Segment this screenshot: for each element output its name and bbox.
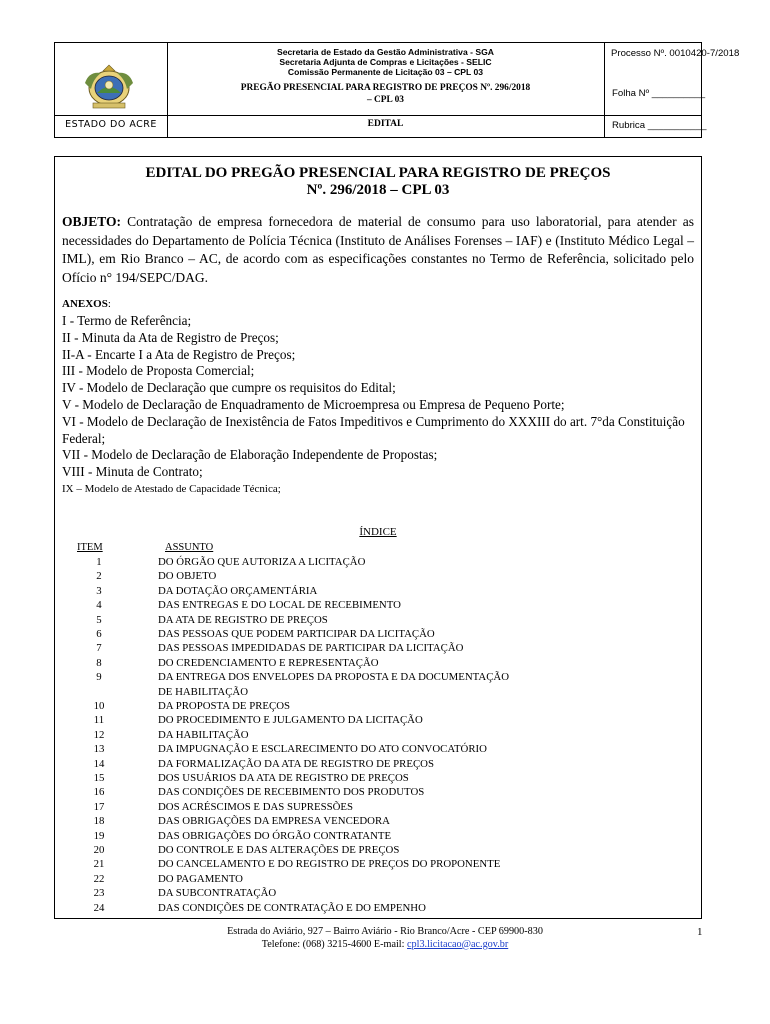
indice-row [55, 815, 695, 830]
indice-item-subject: DA IMPUGNAÇÃO E ESCLARECIMENTO DO ATO CONVOCATÓRIO [158, 743, 487, 756]
indice-item-subject: DAS CONDIÇÕES DE CONTRATAÇÃO E DO EMPENHO [158, 901, 426, 914]
anexo-item: IX – Modelo de Atestado de Capacidade Técnica; [62, 482, 281, 495]
indice-row [55, 758, 695, 773]
indice-item-subject: DOS ACRÉSCIMOS E DAS SUPRESSÕES [158, 800, 354, 813]
edital-body-box [54, 156, 702, 919]
indice-row [55, 772, 695, 787]
indice-item-number: 18 [93, 815, 105, 828]
indice-title: ÍNDICE [359, 526, 397, 538]
page-number: 1 [697, 926, 703, 938]
pregao-header-line1: PREGÃO PRESENCIAL PARA REGISTRO DE PREÇOS Nº. 296/2018 [240, 83, 531, 93]
process-number: Processo Nº. 0010420-7/2018 [611, 48, 740, 59]
footer-contact [0, 939, 770, 952]
indice-row [55, 786, 695, 801]
indice-item-subject: DO OBJETO [158, 570, 217, 583]
indice-item-number: 7 [96, 642, 102, 655]
anexo-item: II - Minuta da Ata de Registro de Preços; [62, 329, 279, 345]
indice-item-number: 22 [93, 872, 105, 885]
anexo-item: VIII - Minuta de Contrato; [62, 464, 203, 480]
indice-row [55, 585, 695, 600]
indice-col-item: ITEM [77, 542, 103, 553]
indice-row [55, 801, 695, 816]
indice-row [55, 700, 695, 715]
indice-item-subject: DO ÓRGÃO QUE AUTORIZA A LICITAÇÃO [158, 556, 366, 568]
indice-item-subject: DO PROCEDIMENTO E JULGAMENTO DA LICITAÇÃO [158, 714, 423, 727]
indice-item-subject: DAS ENTREGAS E DO LOCAL DE RECEBIMENTO [158, 599, 401, 612]
agency-line-selic: Secretaria Adjunta de Compras e Licitações - SELIC [279, 57, 492, 67]
document-title-line1: EDITAL DO PREGÃO PRESENCIAL PARA REGISTRO DE PREÇOS [145, 165, 611, 181]
indice-row [55, 743, 695, 758]
indice-item-number: 12 [93, 728, 105, 741]
objeto-text: Contratação de empresa fornecedora de material de consumo para uso laboratorial, para atender as necessidades do Departamento de Polícia Técnica (Instituto de Análises Forenses – IAF) e (Instituto Médico Legal – IML), em Rio Branco – AC, de acordo com as especificações constantes no Termo de Referência, solicitado pelo Ofício n° 194/SEPC/DAG. [62, 214, 694, 285]
anexo-item: II-A - Encarte I a Ata de Registro de Preços; [62, 346, 296, 362]
anexos-list [62, 313, 698, 498]
indice-row [55, 729, 695, 744]
indice-item-number: 2 [96, 570, 102, 583]
state-coat-of-arms-icon [79, 63, 139, 111]
footer-email-link[interactable]: cpl3.licitacao@ac.gov.br [407, 938, 509, 950]
indice-row [55, 830, 695, 845]
indice-item-subject: DOS USUÁRIOS DA ATA DE REGISTRO DE PREÇOS [158, 772, 409, 784]
objeto-paragraph [62, 213, 694, 287]
document-header [54, 42, 740, 138]
anexo-item: VI - Modelo de Declaração de Inexistência de Fatos Impeditivos e Cumprimento do XXXIII do art. 7°da Constituição Federal; [62, 413, 685, 446]
rubrica-field: Rubrica ___________ [612, 120, 707, 131]
indice-item-subject: DO CREDENCIAMENTO E REPRESENTAÇÃO [158, 656, 379, 669]
indice-row [55, 858, 695, 873]
indice-row [55, 642, 695, 657]
indice-row [55, 556, 695, 571]
anexo-item: V - Modelo de Declaração de Enquadramento de Microempresa ou Empresa de Pequeno Porte; [62, 396, 565, 412]
indice-row [55, 714, 695, 729]
indice-item-subject: DA SUBCONTRATAÇÃO [158, 887, 277, 900]
header-crest-cell [55, 43, 168, 137]
indice-item-number: 11 [93, 714, 105, 727]
indice-item-subject: DE HABILITAÇÃO [158, 685, 248, 698]
anexo-item: VII - Modelo de Declaração de Elaboração Independente de Propostas; [62, 447, 438, 463]
indice-item-number: 4 [96, 599, 102, 612]
indice-item-subject: DAS PESSOAS IMPEDIDADAS DE PARTICIPAR DA LICITAÇÃO [158, 642, 464, 655]
indice-item-subject: DO PAGAMENTO [158, 872, 243, 885]
footer-address: Estrada do Aviário, 927 – Bairro Aviário - Rio Branco/Acre - CEP 69900-830 [227, 926, 543, 937]
agency-line-sga: Secretaria de Estado da Gestão Administrativa - SGA [277, 47, 494, 57]
footer-phone: Telefone: (068) 3215-4600 E-mail: [261, 938, 408, 950]
indice-row [55, 671, 695, 686]
indice-item-number: 14 [93, 757, 105, 770]
indice-item-subject: DA HABILITAÇÃO [158, 728, 249, 741]
pregao-header-title [167, 83, 604, 106]
indice-item-subject: DAS OBRIGAÇÕES DA EMPRESA VENCEDORA [158, 815, 390, 828]
page-footer [0, 926, 770, 951]
indice-row [55, 686, 695, 701]
edital-label: EDITAL [367, 119, 404, 129]
anexo-item: III - Modelo de Proposta Comercial; [62, 363, 255, 379]
indice-item-subject: DAS PESSOAS QUE PODEM PARTICIPAR DA LICITAÇÃO [158, 628, 435, 640]
indice-item-subject: DA FORMALIZAÇÃO DA ATA DE REGISTRO DE PREÇOS [158, 757, 434, 770]
indice-item-subject: DA ATA DE REGISTRO DE PREÇOS [158, 613, 328, 626]
anexo-item: IV - Modelo de Declaração que cumpre os requisitos do Edital; [62, 380, 396, 396]
indice-item-number: 3 [96, 584, 102, 597]
anexos-label: ANEXOS [62, 298, 108, 310]
indice-item-number: 21 [93, 858, 105, 871]
indice-item-number: 6 [96, 628, 102, 640]
indice-item-subject: DA PROPOSTA DE PREÇOS [158, 700, 291, 712]
header-divider [55, 115, 701, 116]
indice-row [55, 570, 695, 585]
pregao-header-line2: – CPL 03 [367, 94, 404, 105]
folha-field: Folha Nº __________ [612, 88, 706, 99]
indice-row [55, 628, 695, 643]
header-agency-cell [167, 43, 605, 137]
indice-row [55, 887, 695, 902]
indice-item-number: 9 [96, 671, 102, 684]
indice-row [55, 844, 695, 859]
indice-item-subject: DO CONTROLE E DAS ALTERAÇÕES DE PREÇOS [158, 844, 400, 856]
anexo-item: I - Termo de Referência; [62, 313, 192, 328]
state-name-label: ESTADO DO ACRE [65, 119, 157, 130]
document-title [55, 165, 701, 199]
indice-item-subject: DO CANCELAMENTO E DO REGISTRO DE PREÇOS DO PROPONENTE [158, 858, 501, 871]
objeto-label: OBJETO: [62, 214, 122, 229]
indice-row [55, 902, 695, 917]
indice-item-number: 8 [96, 656, 102, 669]
indice-item-number: 23 [93, 887, 105, 900]
indice-item-subject: DAS CONDIÇÕES DE RECEBIMENTO DOS PRODUTOS [158, 786, 425, 799]
indice-item-number: 20 [93, 844, 105, 856]
anexos-colon: : [107, 298, 111, 310]
indice-row [55, 614, 695, 629]
agency-line-cpl: Comissão Permanente de Licitação 03 – CPL 03 [287, 67, 484, 77]
indice-item-number: 1 [96, 556, 102, 568]
indice-item-number: 17 [93, 800, 105, 813]
indice-item-number: 19 [93, 829, 105, 842]
agency-lines [167, 47, 604, 77]
indice-item-subject: DA DOTAÇÃO ORÇAMENTÁRIA [158, 584, 318, 597]
indice-item-number: 5 [96, 613, 102, 626]
indice-item-subject: DA ENTREGA DOS ENVELOPES DA PROPOSTA E DA DOCUMENTAÇÃO [158, 671, 509, 684]
header-process-cell [604, 43, 740, 137]
indice-item-subject: DAS OBRIGAÇÕES DO ÓRGÃO CONTRATANTE [158, 829, 392, 842]
indice-item-number: 15 [93, 772, 105, 784]
indice-row [55, 657, 695, 672]
indice-item-number: 10 [93, 700, 105, 712]
indice-col-assunto: ASSUNTO [165, 542, 214, 553]
document-title-line2: Nº. 296/2018 – CPL 03 [306, 182, 450, 198]
anexos-heading [62, 298, 111, 310]
indice-row [55, 599, 695, 614]
indice-item-number: 24 [93, 901, 105, 914]
indice-item-number: 13 [93, 743, 105, 756]
indice-row [55, 873, 695, 888]
indice-item-number: 16 [93, 786, 105, 799]
